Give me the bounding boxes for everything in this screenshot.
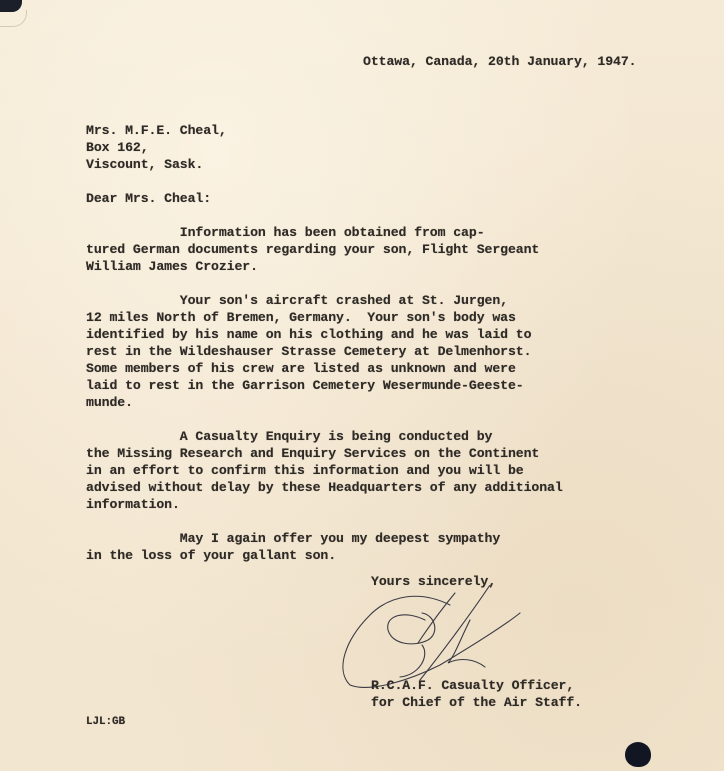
reference-initials: LJL:GB [86, 716, 126, 728]
paragraph-1-line-1: Information has been obtained from cap- [86, 225, 485, 240]
paragraph-2-line-5: Some members of his crew are listed as unknown and were [86, 361, 516, 376]
paragraph-1-line-2: tured German documents regarding your son, Flight Sergeant [86, 242, 540, 257]
paragraph-3-line-4: advised without delay by these Headquarters of any additional [86, 480, 563, 495]
paragraph-2-line-2: 12 miles North of Bremen, Germany. Your son's body was [86, 310, 516, 325]
signature-title-line-2: for Chief of the Air Staff. [371, 695, 582, 710]
paragraph-4-line-1: May I again offer you my deepest sympathy [86, 531, 501, 546]
paragraph-2-line-6: laid to rest in the Garrison Cemetery Wesermunde-Geeste- [86, 378, 524, 393]
paragraph-3-line-3: in an effort to confirm this information and you will be [86, 463, 524, 478]
corner-paper-fold [0, 10, 27, 27]
paragraph-4-line-2: in the loss of your gallant son. [86, 548, 337, 563]
paragraph-2-line-4: rest in the Wildeshauser Strasse Cemetery at Delmenhorst. [86, 344, 532, 359]
salutation: Dear Mrs. Cheal: [86, 191, 212, 206]
paragraph-3-line-5: information. [86, 497, 180, 512]
paragraph-1-line-3: William James Crozier. [86, 259, 258, 274]
recipient-name: Mrs. M.F.E. Cheal, [86, 123, 227, 138]
dateline: Ottawa, Canada, 20th January, 1947. [363, 54, 637, 69]
paragraph-3-line-1: A Casualty Enquiry is being conducted by [86, 429, 493, 444]
paragraph-2-line-3: identified by his name on his clothing and he was laid to [86, 327, 532, 342]
recipient-town: Viscount, Sask. [86, 157, 204, 172]
paragraph-2-line-1: Your son's aircraft crashed at St. Jurgen, [86, 293, 508, 308]
paragraph-3-line-2: the Missing Research and Enquiry Services on the Continent [86, 446, 540, 461]
signature-title-line-1: R.C.A.F. Casualty Officer, [371, 678, 575, 693]
ink-blot [625, 742, 651, 767]
closing: Yours sincerely, [371, 574, 497, 589]
paragraph-2-line-7: munde. [86, 395, 133, 410]
recipient-box: Box 162, [86, 140, 149, 155]
